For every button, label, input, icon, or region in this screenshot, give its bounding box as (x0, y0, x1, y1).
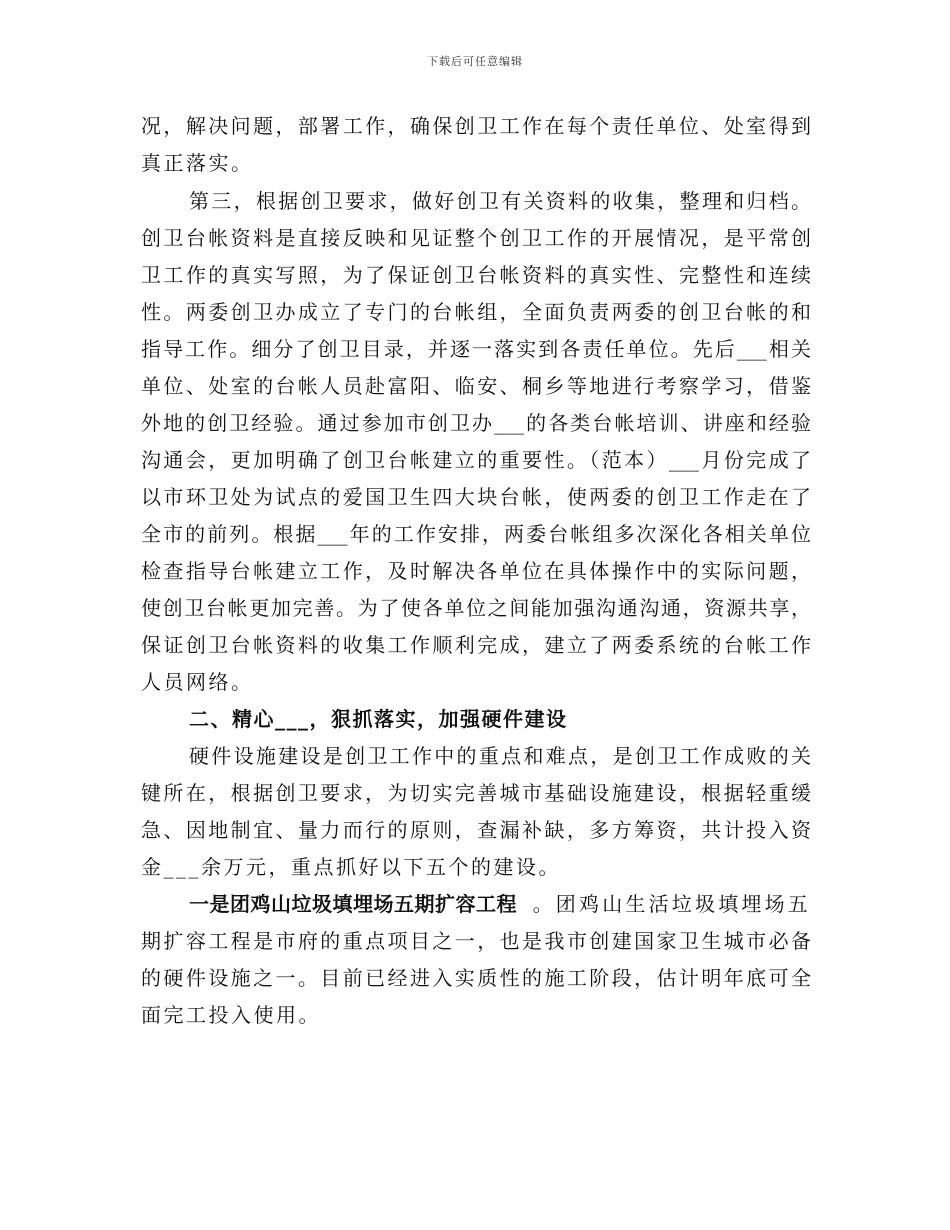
paragraph-line: 急、因地制宜、量力而行的原则，查漏补缺，多方筹资，共计投入资 (141, 818, 811, 842)
paragraph-line: 沟通会，更加明确了创卫台帐建立的重要性。（范本）___月份完成了 (141, 448, 811, 472)
paragraph-line: 卫工作的真实写照，为了保证创卫台帐资料的真实性、完整性和连续 (141, 263, 811, 287)
project-heading: 一是团鸡山垃圾填埋场五期扩容工程 (189, 892, 517, 916)
section-heading: 二、精心___，狠抓落实，加强硬件建设 (189, 707, 568, 731)
paragraph-line: 键所在，根据创卫要求，为切实完善城市基础设施建设，根据轻重缓 (141, 781, 811, 805)
page-header-note: 下载后可任意编辑 (427, 55, 523, 68)
paragraph-line: 检查指导台帐建立工作，及时解决各单位在具体操作中的实际问题， (141, 559, 811, 583)
paragraph-line: 的硬件设施之一。目前已经进入实质性的施工阶段，估计明年底可全 (141, 966, 811, 990)
paragraph-line-with-heading (189, 886, 811, 922)
paragraph-line: 真正落实。 (141, 151, 254, 175)
paragraph-line: 以市环卫处为试点的爱国卫生四大块台帐，使两委的创卫工作走在了 (141, 485, 811, 509)
paragraph-line: 面完工投入使用。 (141, 1003, 321, 1027)
paragraph-line: 指导工作。细分了创卫目录，并逐一落实到各责任单位。先后___相关 (141, 337, 811, 361)
paragraph-line: 性。两委创卫办成立了专门的台帐组，全面负责两委的创卫台帐的和 (141, 300, 811, 324)
paragraph-line: 第三，根据创卫要求，做好创卫有关资料的收集，整理和归档。 (189, 189, 811, 213)
paragraph-line: 硬件设施建设是创卫工作中的重点和难点，是创卫工作成败的关 (189, 744, 811, 768)
paragraph-line: 保证创卫台帐资料的收集工作顺利完成，建立了两委系统的台帐工作 (141, 633, 811, 657)
paragraph-line: 使创卫台帐更加完善。为了使各单位之间能加强沟通沟通，资源共享， (141, 596, 811, 620)
paragraph-line: 外地的创卫经验。通过参加市创卫办___的各类台帐培训、讲座和经验 (141, 411, 811, 435)
paragraph-line: 单位、处室的台帐人员赴富阳、临安、桐乡等地进行考察学习，借鉴 (141, 374, 811, 398)
paragraph-line: 金___余万元，重点抓好以下五个的建设。 (141, 855, 561, 879)
paragraph-line: 人员网络。 (141, 670, 254, 694)
paragraph-line: 创卫台帐资料是直接反映和见证整个创卫工作的开展情况，是平常创 (141, 226, 811, 250)
paragraph-line: 况，解决问题，部署工作，确保创卫工作在每个责任单位、处室得到 (141, 114, 811, 138)
paragraph-line: 期扩容工程是市府的重点项目之一，也是我市创建国家卫生城市必备 (141, 929, 811, 953)
paragraph-line-tail: 。团鸡山生活垃圾填埋场五 (532, 892, 811, 916)
paragraph-line: 全市的前列。根据___年的工作安排，两委台帐组多次深化各相关单位 (141, 522, 811, 546)
